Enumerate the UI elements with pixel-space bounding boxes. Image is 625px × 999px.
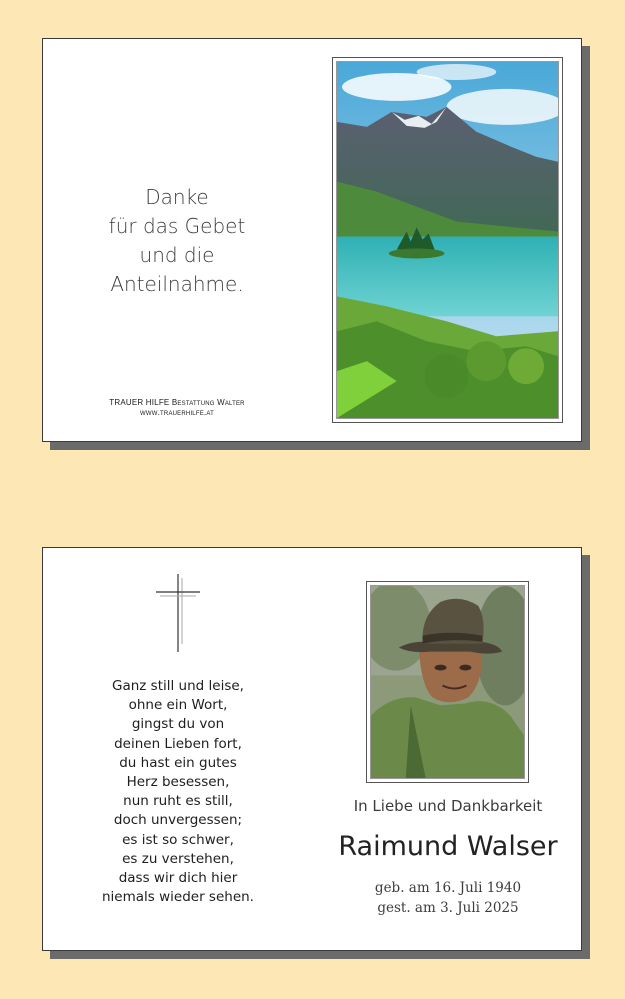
poem-line: nun ruht es still, [123,793,233,810]
thanks-line: Danke [145,185,209,209]
poem-line: es ist so schwer, [122,831,234,848]
funeral-home-credit [83,398,271,418]
deceased-name: Raimund Walser [338,831,558,862]
poem-line: gingst du von [131,716,225,733]
poem-line: Herz besessen, [126,774,230,791]
poem-line: Ganz still und leise, [112,678,244,694]
memorial-poem [83,677,273,907]
landscape-photo-frame [332,57,563,423]
memorial-card-front [42,38,582,442]
landscape-photo [336,61,559,419]
poem-line: ohne ein Wort, [128,697,228,714]
life-dates [318,878,578,918]
thanks-line: Anteilnahme. [110,272,244,296]
memorial-card-back [42,547,582,951]
poem-line: du hast ein gutes [119,754,237,771]
thanks-line: für das Gebet [108,214,246,238]
thanks-text [91,183,263,299]
poem-line: deinen Lieben fort, [114,735,242,752]
cross-icon [156,574,200,652]
dedication-text: In Liebe und Dankbarkeit [353,797,543,815]
birth-date: geb. am 16. Juli 1940 [374,880,522,896]
poem-line: es zu verstehen, [122,850,234,867]
death-date: gest. am 3. Juli 2025 [377,900,519,916]
portrait-photo [370,585,525,779]
poem-line: doch unvergessen; [113,812,243,829]
portrait-photo-frame [366,581,529,783]
thanks-line: und die [139,243,215,267]
poem-line: dass wir dich hier [118,870,238,887]
poem-line: niemals wieder sehen. [102,889,254,906]
funeral-home-name: TRAUER HILFE Bestattung Walter [109,398,245,407]
funeral-home-url: www.trauerhilfe.at [140,408,214,417]
